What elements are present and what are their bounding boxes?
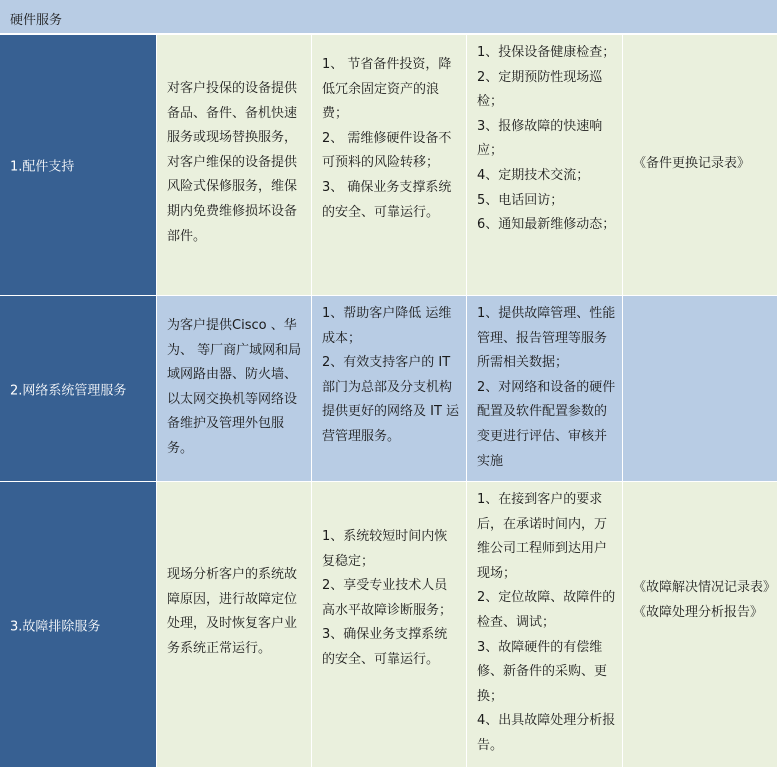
content-item: 4、出具故障处理分析报告。 xyxy=(477,713,616,753)
deliverables-list xyxy=(633,576,777,625)
deliverables-cell xyxy=(623,482,777,767)
table-row-troubleshooting xyxy=(0,482,777,767)
benefits-cell xyxy=(312,482,467,767)
service-name-cell xyxy=(0,296,157,482)
content-item: 5、电话回访； xyxy=(477,192,564,208)
service-description: 为客户提供Cisco 、华为、 等厂商广域网和局域网路由器、防火墙、以太网交换机等网络设备维护及管理外包服务。 xyxy=(167,318,302,456)
benefit-item: 2、享受专业技术人员高水平故障诊断服务； xyxy=(322,578,453,618)
benefits-cell xyxy=(312,296,467,482)
content-item: 2、定期预防性现场巡检； xyxy=(477,69,603,110)
benefits-list xyxy=(322,53,460,225)
content-item: 3、故障硬件的有偿维修、新备件的采购、更换； xyxy=(477,639,608,704)
service-name: 3.故障排除服务 xyxy=(10,619,101,634)
content-item: 1、提供故障管理、性能管理、报告管理等服务所需相关数据； xyxy=(477,306,616,371)
description-cell xyxy=(157,296,312,482)
contents-list xyxy=(477,41,616,238)
content-item: 2、对网络和设备的硬件配置及软件配置参数的变更进行评估、审核并实施 xyxy=(477,379,616,469)
table-title: 硬件服务 xyxy=(10,13,63,28)
content-item: 2、定位故障、故障件的检查、调试； xyxy=(477,590,616,630)
benefit-item: 3、确保业务支撑系统的安全、可靠运行。 xyxy=(322,627,448,667)
benefit-item: 1、帮助客户降低 运维成本； xyxy=(322,306,452,346)
benefit-item: 3、 确保业务支撑系统的安全、可靠运行。 xyxy=(322,179,452,220)
table-row-parts-support xyxy=(0,35,777,296)
deliverables-cell xyxy=(623,296,777,482)
content-item: 1、投保设备健康检查； xyxy=(477,45,616,60)
benefit-item: 2、有效支持客户的 IT 部门为总部及分支机构提供更好的网络及 IT 运营管理服务。 xyxy=(322,355,460,444)
content-item: 4、定期技术交流； xyxy=(477,167,590,183)
contents-cell xyxy=(467,35,623,296)
service-description: 对客户投保的设备提供备品、备件、备机快速服务或现场替换服务，对客户维保的设备提供风险式保修服务，维保期内免费维修损坏设备部件。 xyxy=(167,81,298,244)
deliverable-item: 《故障处理分析报告》 xyxy=(633,604,764,620)
service-name: 2.网络系统管理服务 xyxy=(10,383,127,398)
description-cell xyxy=(157,35,312,296)
table-header xyxy=(0,0,777,34)
benefits-list xyxy=(322,302,460,450)
content-item: 6、通知最新维修动态； xyxy=(477,217,616,233)
deliverable-item: 《故障解决情况记录表》 xyxy=(633,580,777,595)
benefits-cell xyxy=(312,35,467,296)
table-row-network-management xyxy=(0,296,777,482)
benefit-item: 1、 节省备件投资，降低冗余固定资产的浪费； xyxy=(322,57,452,122)
service-description: 现场分析客户的系统故障原因，进行故障定位处理，及时恢复客户业务系统正常运行。 xyxy=(167,567,298,656)
benefits-list xyxy=(322,525,460,673)
contents-list xyxy=(477,302,616,474)
content-item: 1、在接到客户的要求后，在承诺时间内，万维公司工程师到达用户现场； xyxy=(477,492,608,581)
deliverables-cell xyxy=(623,35,777,296)
contents-list xyxy=(477,488,616,759)
benefit-item: 2、 需维修硬件设备不可预料的风险转移； xyxy=(322,130,452,171)
service-name-cell xyxy=(0,35,157,296)
benefit-item: 1、系统较短时间内恢复稳定； xyxy=(322,529,448,569)
content-item: 3、报修故障的快速响应； xyxy=(477,118,603,159)
contents-cell xyxy=(467,296,623,482)
contents-cell xyxy=(467,482,623,767)
deliverable-item: 《备件更换记录表》 xyxy=(633,156,751,171)
service-name-cell xyxy=(0,482,157,767)
service-name: 1.配件支持 xyxy=(10,159,75,175)
description-cell xyxy=(157,482,312,767)
